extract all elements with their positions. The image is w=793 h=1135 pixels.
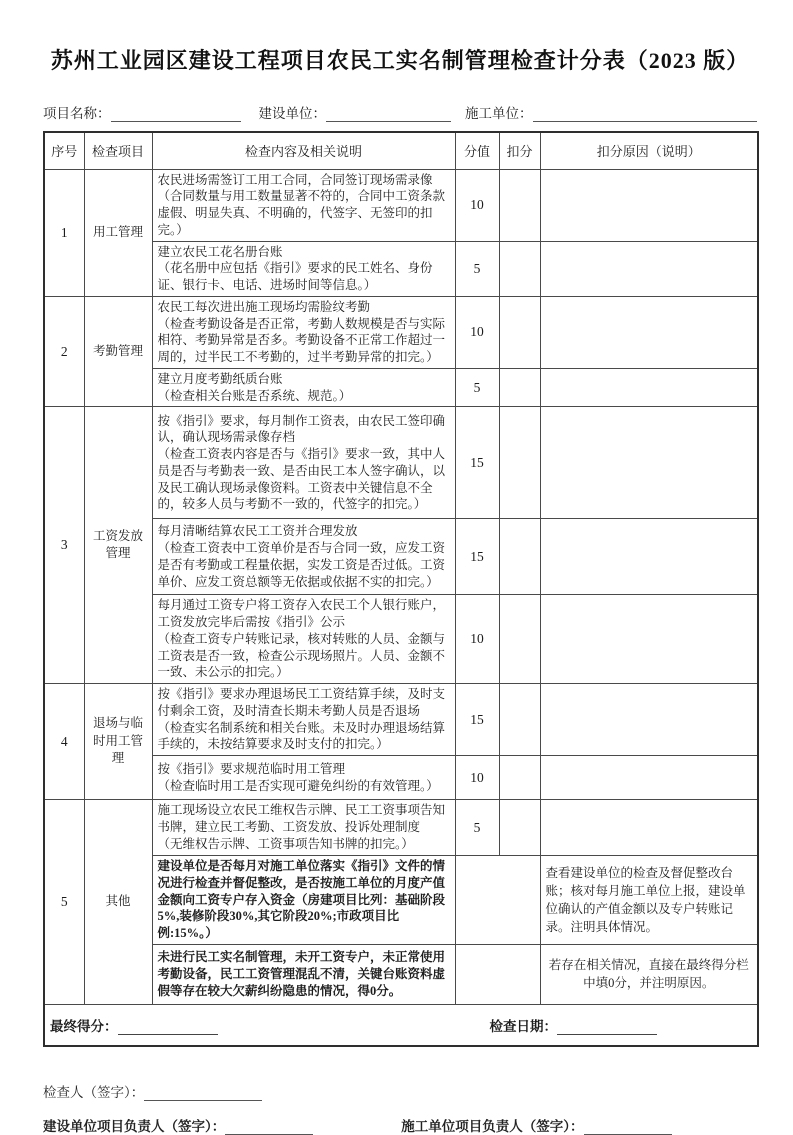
- content-cell: [152, 856, 455, 945]
- deduction-input-cell[interactable]: [499, 169, 540, 241]
- content-cell: [152, 169, 455, 241]
- content-main: 农民工每次进出施工现场均需脸纹考勤: [157, 299, 371, 314]
- category-cell: 用工管理: [84, 169, 152, 296]
- col-header-reason: 扣分原因（说明）: [540, 132, 758, 169]
- project-name-input[interactable]: [111, 106, 241, 122]
- merged-score-deduction-cell[interactable]: [455, 856, 540, 945]
- row-number: 1: [44, 169, 84, 296]
- deduction-input-cell[interactable]: [499, 519, 540, 595]
- content-main: 未进行民工实名制管理，未开工资专户，未正常使用考勤设备，民工工资管理混乱不清，关键台账资料虚假等存在较大欠薪纠纷隐患的情况，得0分。: [157, 950, 446, 998]
- content-note: （检查实名制系统和相关台账。未及时办理退场结算手续的，未按结算要求及时支付的扣完。）: [157, 720, 446, 752]
- merged-score-deduction-cell[interactable]: [455, 944, 540, 1004]
- table-row: [44, 595, 758, 684]
- score-value: 5: [455, 800, 499, 856]
- col-header-seq: 序号: [44, 132, 84, 169]
- content-note: （检查工资表中工资单价是否与合同一致，应发工资是否有考勤或工程量依据，实发工资是否过低。工资单价、应发工资总额等无依据或依据不实的扣完。）: [157, 541, 446, 589]
- reason-input-cell[interactable]: [540, 296, 758, 368]
- final-score-row: [44, 1004, 758, 1046]
- content-main: 每月通过工资专户将工资存入农民工个人银行账户，工资发放完毕后需按《指引》公示: [157, 598, 446, 629]
- deduction-input-cell[interactable]: [499, 756, 540, 800]
- deduction-input-cell[interactable]: [499, 595, 540, 684]
- content-note: （检查考勤设备是否正常，考勤人数规模是否与实际相符、考勤异常是否多。考勤设备不正常工作超过一周的，过半民工不考勤的，过半考勤异常的扣完。）: [157, 316, 446, 364]
- table-row: [44, 856, 758, 945]
- content-cell: [152, 756, 455, 800]
- content-main: 按《指引》要求规范临时用工管理: [157, 761, 346, 776]
- project-name-field: [43, 102, 241, 122]
- table-row: [44, 368, 758, 407]
- content-main: 农民进场需签订工用工合同，合同签订现场需录像: [157, 172, 433, 187]
- col-header-score: 分值: [455, 132, 499, 169]
- builder-pm-label: 施工单位项目负责人（签字）：: [401, 1119, 584, 1135]
- score-value: 15: [455, 684, 499, 756]
- table-header-row: [44, 132, 758, 169]
- content-main: 建设单位是否每月对施工单位落实《指引》文件的情况进行检查并督促整改，是否按施工单位的月度产值金额向工资专户存入资金（房建项目比列：基础阶段5%,装修阶段30%,其它阶段20%;市政项目比例:15%。）: [157, 859, 446, 940]
- score-value: 10: [455, 756, 499, 800]
- table-row: [44, 169, 758, 241]
- reason-input-cell[interactable]: [540, 800, 758, 856]
- content-note: （检查临时用工是否实现可避免纠纷的有效管理。）: [157, 778, 439, 793]
- inspector-signature-line: [43, 1081, 757, 1101]
- construction-unit-field: [259, 102, 452, 122]
- reason-input-cell[interactable]: [540, 756, 758, 800]
- row-number: 3: [44, 407, 84, 684]
- table-row: [44, 684, 758, 756]
- content-main: 建立农民工花名册台账: [157, 244, 283, 259]
- content-cell: [152, 368, 455, 407]
- header-fields: [43, 102, 757, 122]
- category-cell: 工资发放管理: [84, 407, 152, 684]
- content-main: 施工现场设立农民工维权告示牌、民工工资事项告知书牌，建立民工考勤、工资发放、投诉处理制度: [157, 803, 446, 835]
- final-score-cell: [44, 1004, 758, 1046]
- score-value: 15: [455, 407, 499, 519]
- check-date-label: 检查日期：: [489, 1019, 557, 1034]
- row-number: 4: [44, 684, 84, 800]
- reason-input-cell[interactable]: [540, 169, 758, 241]
- col-header-deduction: 扣分: [499, 132, 540, 169]
- builder-unit-label: 施工单位：: [465, 106, 533, 121]
- inspector-signature-input[interactable]: [144, 1085, 262, 1101]
- content-main: 每月清晰结算农民工工资并合理发放: [157, 524, 358, 539]
- content-cell: [152, 519, 455, 595]
- table-row: [44, 407, 758, 519]
- reason-input-cell[interactable]: [540, 241, 758, 296]
- pm-signature-line: [43, 1115, 757, 1135]
- content-note: （合同数量与用工数量显著不符的，合同中工资条款虚假、明显失真、不明确的，代签字、无签印的扣完。）: [157, 189, 446, 237]
- reason-input-cell[interactable]: [540, 368, 758, 407]
- reason-input-cell[interactable]: [540, 519, 758, 595]
- content-main: 按《指引》要求，每月制作工资表，由农民工签印确认，确认现场需录像存档: [157, 413, 446, 445]
- builder-unit-field: [465, 102, 757, 122]
- deduction-input-cell[interactable]: [499, 296, 540, 368]
- content-main: 建立月度考勤纸质台账: [157, 371, 283, 386]
- score-value: 5: [455, 241, 499, 296]
- category-cell: 退场与临时用工管理: [84, 684, 152, 800]
- score-value: 15: [455, 519, 499, 595]
- deduction-input-cell[interactable]: [499, 684, 540, 756]
- col-header-category: 检查项目: [84, 132, 152, 169]
- check-date-input[interactable]: [557, 1019, 657, 1035]
- table-row: [44, 296, 758, 368]
- deduction-input-cell[interactable]: [499, 800, 540, 856]
- inspection-score-table: [43, 131, 759, 1047]
- content-main: 按《指引》要求办理退场民工工资结算手续，及时支付剩余工资，及时清查长期未考勤人员是否退场: [157, 687, 446, 718]
- inspector-label: 检查人（签字）：: [43, 1085, 145, 1101]
- construction-unit-label: 建设单位：: [258, 106, 326, 121]
- deduction-input-cell[interactable]: [499, 368, 540, 407]
- table-row: [44, 800, 758, 856]
- reason-input-cell[interactable]: [540, 684, 758, 756]
- content-cell: [152, 684, 455, 756]
- project-name-label: 项目名称：: [43, 106, 111, 121]
- category-cell: 其他: [84, 800, 152, 1005]
- row-number: 2: [44, 296, 84, 407]
- score-value: 5: [455, 368, 499, 407]
- content-note: （检查相关台账是否系统、规范。）: [157, 388, 352, 403]
- content-cell: [152, 407, 455, 519]
- content-cell: [152, 595, 455, 684]
- deduction-input-cell[interactable]: [499, 407, 540, 519]
- construction-unit-input[interactable]: [326, 106, 451, 122]
- row-number: 5: [44, 800, 84, 1005]
- content-note: （检查工资专户转账记录，核对转账的人员、金额与工资表是否一致，检查公示现场照片。人员、金额不一致、未公示的扣完。）: [157, 631, 446, 680]
- table-row: [44, 944, 758, 1004]
- table-row: [44, 756, 758, 800]
- content-note: （无维权告示牌、工资事项告知书牌的扣完。）: [157, 836, 414, 851]
- table-row: [44, 519, 758, 595]
- category-cell: 考勤管理: [84, 296, 152, 407]
- content-cell: [152, 241, 455, 296]
- content-note: （花名册中应包括《指引》要求的民工姓名、身份证、银行卡、电话、进场时间等信息。）: [157, 261, 433, 292]
- score-value: 10: [455, 595, 499, 684]
- final-score-label: 最终得分：: [50, 1019, 118, 1034]
- reason-input-cell[interactable]: [540, 595, 758, 684]
- score-value: 10: [455, 169, 499, 241]
- content-cell: [152, 800, 455, 856]
- table-row: [44, 241, 758, 296]
- col-header-content: 检查内容及相关说明: [152, 132, 455, 169]
- content-cell: [152, 296, 455, 368]
- reason-note: 查看建设单位的检查及督促整改台账；核对每月施工单位上报，建设单位确认的产值金额以及专户转账记录。注明具体情况。: [540, 856, 758, 945]
- score-value: 10: [455, 296, 499, 368]
- page-title: 苏州工业园区建设工程项目农民工实名制管理检查计分表（2023 版）: [50, 48, 750, 73]
- final-score-input[interactable]: [118, 1019, 218, 1035]
- signature-block: [43, 1081, 757, 1135]
- reason-input-cell[interactable]: [540, 407, 758, 519]
- content-note: （检查工资表内容是否与《指引》要求一致，其中人员是否与考勤表一致、是否由民工本人签字确认，以及民工确认现场录像资料。工资表中关键信息不全的，较多人员与考勤不一致的，代签字的扣完。）: [157, 447, 446, 512]
- deduction-input-cell[interactable]: [499, 241, 540, 296]
- reason-note: 若存在相关情况，直接在最终得分栏中填0分，并注明原因。: [540, 944, 758, 1004]
- content-cell: [152, 944, 455, 1004]
- builder-unit-input[interactable]: [533, 106, 758, 122]
- construction-pm-label: 建设单位项目负责人（签字）：: [43, 1119, 226, 1135]
